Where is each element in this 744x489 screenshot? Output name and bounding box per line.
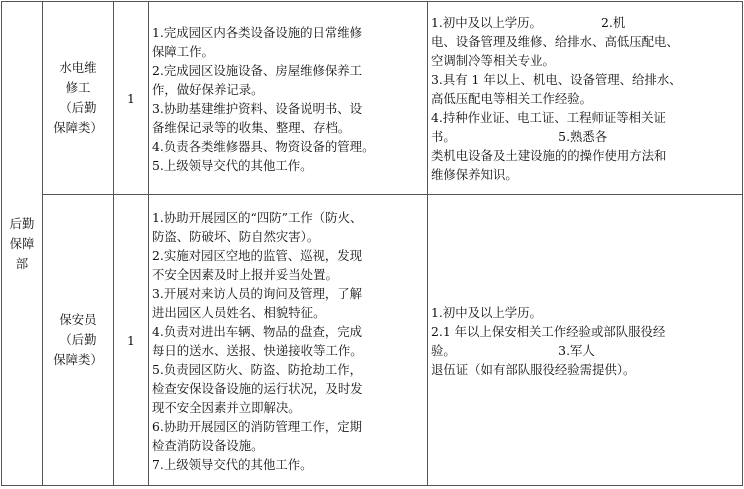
requirements-cell [428, 2, 743, 195]
requirement-line: 1.初中及以上学历。 [431, 304, 542, 320]
requirement-line: 3.具有 1 年以上、机电、设备管理、给排水、 [431, 72, 682, 87]
role-line: 修工 [65, 80, 91, 95]
duty-line: 检查消防设备设施。 [152, 437, 264, 453]
headcount-cell [114, 2, 149, 195]
department-line: 后勤 [9, 215, 35, 231]
duty-line: 每日的送水、送报、快递接收等工作。 [152, 342, 363, 358]
role-name [53, 310, 103, 370]
role-line: （后勤 [59, 100, 97, 115]
role-line: （后勤 [59, 332, 97, 347]
duty-line: 4.负责各类维修器具、物资设备的管理。 [152, 138, 375, 154]
duties-text [149, 22, 427, 175]
duty-line: 5.上级领导交代的其他工作。 [152, 157, 313, 173]
requirement-line: 4.持种作业证、电工证、工程师证等相关证 [431, 110, 666, 125]
duty-line: 进出园区人员姓名、相貌特征。 [152, 304, 326, 320]
requirement-line: 退伍证（如有部队服役经验需提供）。 [431, 361, 636, 377]
requirement-line: 高低压配电等相关工作经验。 [431, 91, 593, 106]
requirement-line: 1.初中及以上学历。 2.机 [431, 15, 626, 30]
role-cell [43, 195, 114, 486]
headcount: 1 [127, 332, 135, 348]
job-requirements-table [1, 1, 743, 486]
requirements-text [428, 12, 742, 184]
requirement-line: 维修保养知识。 [431, 167, 518, 182]
role-line: 水电维 [59, 60, 97, 75]
table-row [2, 195, 743, 486]
duty-line: 3.开展对来访人员的询问及管理，了解 [152, 285, 363, 301]
duty-line: 2.实施对园区空地的监管、巡视，发现 [152, 247, 363, 263]
headcount: 1 [127, 90, 135, 106]
department-name [10, 214, 35, 274]
headcount-cell [114, 195, 149, 486]
requirement-line: 类机电设备及土建设施的的操作使用方法和 [431, 148, 667, 163]
requirements-text [428, 302, 742, 379]
role-line: 保安员 [59, 312, 97, 327]
requirement-line: 书。 5.熟悉各 [431, 129, 608, 144]
department-line: 保障 [9, 235, 35, 251]
duty-line: 不安全因素及时上报并妥当处置。 [152, 266, 338, 282]
duty-line: 2.完成园区设施设备、房屋维修保养工 [152, 62, 363, 78]
duty-line: 7.上级领导交代的其他工作。 [152, 456, 313, 472]
duty-line: 1.完成园区内各类设备设施的日常维修 [152, 24, 363, 40]
role-name [53, 58, 103, 138]
table-row [2, 2, 743, 195]
role-cell [43, 2, 114, 195]
requirement-line: 电、设备管理及维修、给排水、高低压配电、 [431, 34, 679, 49]
duties-cell [149, 195, 428, 486]
duty-line: 现不安全因素并立即解决。 [152, 399, 301, 415]
requirements-cell [428, 195, 743, 486]
duties-text [149, 207, 427, 474]
requirement-line: 2.1 年以上保安相关工作经验或部队服役经 [431, 323, 666, 339]
requirement-line: 验。 3.军人 [431, 342, 595, 358]
duty-line: 备维保记录等的收集、整理、存档。 [152, 119, 351, 135]
duties-cell [149, 2, 428, 195]
requirement-line: 空调制冷等相关专业。 [431, 53, 555, 68]
duty-line: 6.协助开展园区的消防管理工作，定期 [152, 418, 363, 434]
role-line: 保障类） [53, 120, 103, 135]
duty-line: 保障工作。 [152, 43, 214, 59]
duty-line: 4.负责对进出车辆、物品的盘查，完成 [152, 323, 363, 339]
duty-line: 防盗、防破坏、防自然灾害）。 [152, 228, 320, 244]
duty-line: 3.协助基建维护资料、设备说明书、设 [152, 100, 363, 116]
department-line: 部 [15, 255, 29, 271]
duty-line: 1.协助开展园区的“四防”工作（防火、 [152, 209, 363, 225]
duty-line: 检查安保设备设施的运行状况，及时发 [152, 380, 363, 396]
duty-line: 5.负责园区防火、防盗、防抢劫工作， [152, 361, 363, 377]
department-cell [2, 2, 43, 486]
role-line: 保障类） [53, 352, 103, 367]
duty-line: 作，做好保养记录。 [152, 81, 264, 97]
